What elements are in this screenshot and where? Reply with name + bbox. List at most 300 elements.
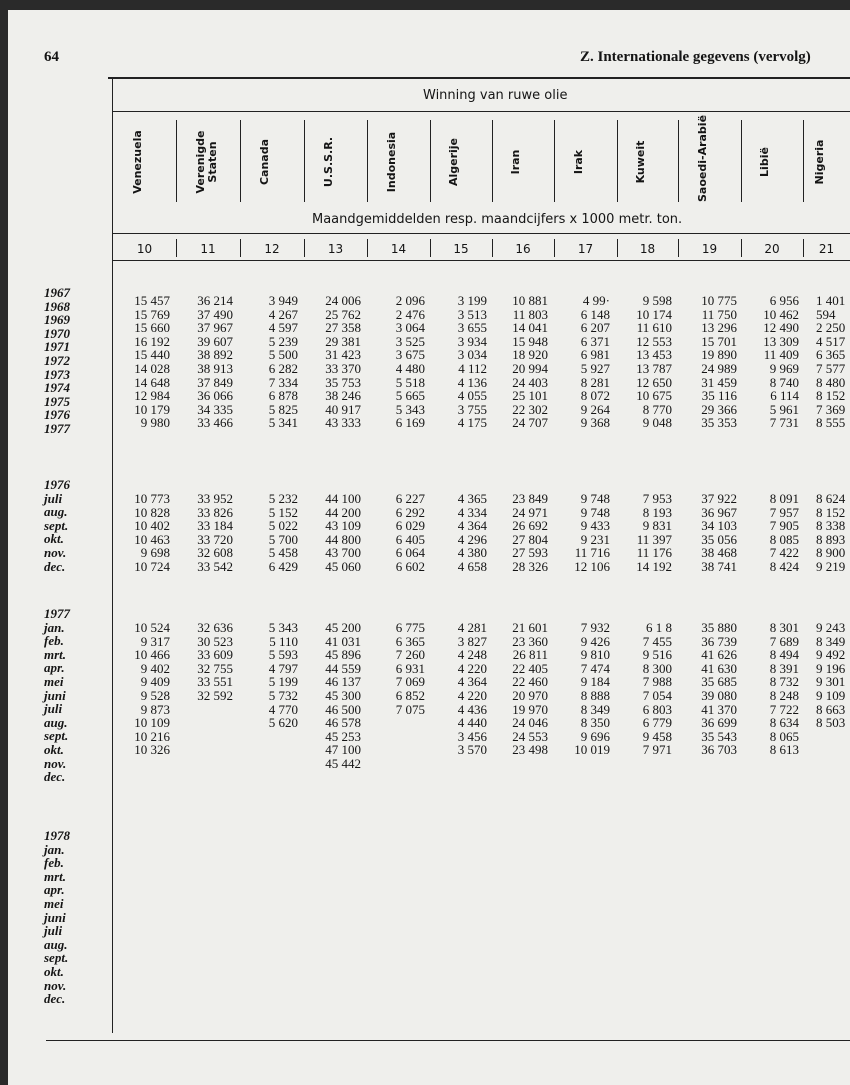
table-cell: 7 455 (642, 633, 672, 649)
table-cell: 8 349 (816, 633, 846, 649)
table-cell: 5 732 (268, 688, 298, 703)
table-cell: 11 409 (763, 347, 799, 363)
table-cell: 41 626 (701, 647, 737, 663)
table-cell: 7 905 (769, 518, 799, 534)
table-cell: 8 732 (769, 674, 799, 690)
table-cell: 4 175 (457, 415, 487, 431)
table-cell: 33 466 (197, 415, 233, 431)
column-divider (304, 239, 305, 257)
table-cell: 8 152 (816, 504, 846, 520)
table-cell: 9 433 (580, 518, 610, 534)
table-cell: 11 397 (636, 531, 672, 547)
table-cell: 31 459 (701, 374, 737, 390)
table-cell: 10 462 (763, 306, 799, 322)
table-cell: 20 970 (512, 688, 548, 703)
month-label: aug. (44, 714, 68, 730)
table-cell: 8 349 (580, 701, 610, 717)
table-cell: 37 922 (701, 491, 737, 506)
column-number: 13 (327, 242, 344, 256)
table-cell: 24 403 (512, 374, 548, 390)
column-header: Libië (758, 147, 771, 177)
table-cell: 9 873 (140, 701, 170, 717)
table-cell: 24 989 (701, 361, 737, 376)
column-divider (741, 120, 742, 202)
column-header: Iran (509, 149, 522, 175)
table-cell: 13 296 (701, 320, 737, 336)
column-header: U.S.S.R. (321, 136, 335, 188)
colnum-rule (113, 260, 850, 261)
column-header: Saoedi-Arabië (695, 114, 709, 202)
table-cell: 45 896 (325, 647, 361, 663)
table-cell: 4 436 (457, 701, 487, 717)
table-cell: 4 364 (457, 674, 487, 690)
table-cell: 4 267 (268, 306, 298, 322)
table-cell: 5 500 (268, 347, 298, 363)
table-cell: 15 457 (134, 293, 170, 308)
table-cell: 8 065 (769, 728, 799, 744)
title-rule (113, 111, 850, 112)
table-cell: 4 480 (395, 361, 425, 376)
table-cell: 16 192 (134, 333, 170, 349)
table-cell: 6 981 (580, 347, 610, 363)
month-label: dec. (44, 558, 66, 574)
table-cell: 9 402 (140, 660, 170, 676)
table-cell: 7 474 (580, 660, 610, 676)
month-label: okt. (44, 964, 64, 979)
table-cell: 41 031 (325, 633, 361, 649)
table-cell: 22 405 (512, 660, 548, 676)
table-cell: 5 022 (268, 518, 298, 534)
table-cell: 10 724 (134, 559, 170, 574)
column-header: Venezuela (130, 130, 144, 194)
table-cell: 11 610 (636, 320, 672, 336)
table-cell: 25 101 (512, 388, 548, 404)
table-cell: 13 453 (636, 347, 672, 363)
table-cell: 6 282 (268, 361, 298, 376)
table-cell: 19 890 (701, 347, 737, 363)
table-cell: 12 984 (134, 388, 170, 404)
table-cell: 10 773 (134, 491, 170, 506)
table-cell: 22 460 (512, 674, 548, 690)
table-cell: 6 064 (395, 545, 425, 561)
table-cell: 7 577 (816, 361, 846, 376)
table-cell: 33 184 (197, 518, 233, 534)
table-cell: 8 663 (816, 701, 846, 717)
table-cell: 33 609 (197, 647, 233, 663)
table-cell: 5 341 (268, 415, 298, 431)
month-label: juli (44, 490, 63, 506)
table-cell: 38 468 (701, 545, 737, 561)
table-cell: 11 750 (701, 306, 737, 322)
month-label: dec. (44, 991, 66, 1007)
year-label: 1973 (44, 366, 70, 382)
table-cell: 3 675 (395, 347, 425, 363)
table-cell: 3 655 (457, 320, 487, 336)
table-cell: 7 334 (268, 374, 298, 390)
table-cell: 8 248 (769, 688, 799, 703)
month-label: aug. (44, 936, 68, 952)
table-cell: 10 109 (134, 715, 170, 731)
column-number: 12 (264, 242, 280, 256)
table-cell: 33 370 (325, 361, 361, 376)
column-divider (304, 120, 305, 202)
page-number: 64 (44, 49, 59, 65)
table-cell: 27 358 (325, 320, 361, 336)
table-cell: 9 243 (816, 620, 846, 635)
column-number: 17 (577, 242, 594, 256)
table-cell: 33 826 (197, 504, 233, 520)
month-label: dec. (44, 769, 66, 785)
column-divider (492, 239, 493, 257)
table-cell: 3 034 (457, 347, 487, 363)
table-cell: 5 927 (580, 361, 610, 376)
table-cell: 9 810 (580, 647, 610, 663)
table-cell: 36 214 (197, 293, 233, 308)
table-cell: 8 888 (580, 688, 610, 703)
table-cell: 30 523 (197, 633, 233, 649)
table-cell: 8 613 (769, 742, 799, 758)
table-cell: 1 401 (816, 293, 846, 308)
table-cell: 6 207 (580, 320, 610, 336)
table-cell: 5 343 (395, 401, 425, 417)
table-cell: 29 381 (325, 333, 361, 349)
table-cell: 2 476 (395, 306, 425, 322)
table-cell: 9 969 (769, 361, 799, 376)
table-cell: 36 967 (701, 504, 737, 520)
month-label: okt. (44, 742, 64, 757)
table-cell: 5 961 (769, 401, 799, 417)
table-cell: 4 281 (457, 620, 487, 635)
month-label: apr. (44, 882, 65, 898)
column-divider (617, 239, 618, 257)
table-cell: 43 109 (325, 518, 361, 534)
table-cell: 5 199 (268, 674, 298, 690)
month-label: mei (44, 674, 64, 689)
table-cell: 32 755 (197, 660, 233, 676)
header-title: Z. Internationale gegevens (vervolg) (580, 49, 811, 65)
table-cell: 32 608 (197, 545, 233, 561)
table-cell: 9 426 (580, 633, 610, 649)
table-cell: 11 176 (636, 545, 672, 561)
table-cell: 29 366 (701, 401, 737, 417)
table-cell: 12 106 (574, 559, 610, 574)
table-cell: 9 184 (580, 674, 610, 690)
table-cell: 27 593 (512, 545, 548, 561)
table-cell: 44 800 (325, 531, 361, 547)
column-divider (554, 239, 555, 257)
month-label: mrt. (44, 868, 67, 884)
table-cell: 7 369 (816, 401, 846, 417)
table-cell: 9 301 (816, 674, 846, 690)
month-label: juli (44, 701, 63, 717)
column-divider (430, 120, 431, 202)
table-cell: 5 239 (268, 333, 298, 349)
table-cell: 8 391 (769, 660, 799, 676)
table-cell: 33 952 (197, 491, 233, 506)
unit-rule (113, 233, 850, 234)
column-header: Irak (571, 149, 585, 175)
year-label: 1977 (44, 421, 70, 436)
table-cell: 45 200 (325, 620, 361, 635)
year-label: 1976 (44, 407, 70, 423)
table-cell: 4 364 (457, 518, 487, 534)
table-cell: 4 517 (816, 333, 846, 349)
table-cell: 2 096 (395, 293, 425, 308)
column-number: 16 (515, 242, 531, 256)
table-cell: 15 440 (134, 347, 170, 363)
table-cell: 10 019 (574, 742, 610, 758)
table-cell: 33 720 (197, 531, 233, 547)
table-cell: 36 739 (701, 633, 737, 649)
table-cell: 4 248 (457, 647, 487, 663)
table-cell: 10 524 (134, 620, 170, 635)
table-cell: 6 371 (580, 333, 610, 349)
column-divider (741, 239, 742, 257)
table-cell: 4 220 (457, 660, 487, 676)
column-divider (492, 120, 493, 202)
table-cell: 7 422 (769, 545, 799, 561)
column-divider (176, 239, 177, 257)
column-number: 20 (764, 242, 780, 256)
month-label: nov. (44, 545, 67, 560)
table-cell: 4 658 (457, 559, 487, 574)
table-cell: 5 700 (268, 531, 298, 547)
table-cell: 5 665 (395, 388, 425, 404)
table-cell: 6 292 (395, 504, 425, 520)
column-divider (240, 120, 241, 202)
table-title: Winning van ruwe olie (423, 88, 568, 103)
table-cell: 10 179 (134, 401, 170, 417)
table-cell: 35 353 (701, 415, 737, 431)
table-cell: 34 103 (701, 518, 737, 534)
table-cell: 6 956 (769, 293, 799, 308)
bottom-rule (46, 1040, 850, 1041)
column-number: 11 (200, 242, 216, 256)
table-cell: 5 458 (268, 545, 298, 561)
month-label: juni (44, 687, 66, 703)
month-label: 1977 (44, 606, 70, 621)
table-cell: 41 630 (701, 660, 737, 676)
month-label: jan. (44, 841, 65, 857)
table-cell: 31 423 (325, 347, 361, 363)
year-label: 1969 (44, 312, 70, 328)
table-cell: 43 700 (325, 545, 361, 561)
table-cell: 5 518 (395, 374, 425, 390)
table-cell: 7 069 (395, 674, 425, 690)
table-cell: 4 112 (458, 361, 487, 376)
table-cell: 9 231 (580, 531, 610, 547)
table-cell: 9 528 (140, 688, 170, 703)
table-cell: 38 892 (197, 347, 233, 363)
column-number: 21 (818, 242, 835, 256)
table-cell: 11 803 (512, 306, 548, 322)
table-cell: 12 553 (636, 333, 672, 349)
table-cell: 5 593 (268, 647, 298, 663)
table-cell: 33 542 (197, 559, 233, 574)
column-number: 19 (701, 242, 718, 256)
table-cell: 12 490 (763, 320, 799, 336)
table-cell: 23 498 (512, 742, 548, 758)
month-label: 1978 (44, 828, 70, 843)
table-cell: 35 056 (701, 531, 737, 547)
month-label: apr. (44, 660, 65, 676)
table-cell: 10 775 (701, 293, 737, 308)
table-cell: 45 300 (325, 688, 361, 703)
table-cell: 43 333 (325, 415, 361, 431)
table-cell: 6 114 (770, 388, 799, 404)
column-divider (803, 239, 804, 257)
month-label: aug. (44, 504, 68, 520)
column-divider (617, 120, 618, 202)
table-cell: 28 326 (512, 559, 548, 574)
table-cell: 8 193 (642, 504, 672, 520)
table-cell: 35 753 (325, 374, 361, 390)
table-cell: 9 219 (816, 559, 846, 574)
column-divider (678, 239, 679, 257)
table-cell: 46 578 (325, 715, 361, 731)
table-cell: 15 660 (134, 320, 170, 336)
table-cell: 6 931 (395, 660, 425, 676)
table-cell: 3 199 (457, 293, 487, 308)
table-cell: 10 326 (134, 742, 170, 758)
table-cell: 3 456 (457, 728, 487, 744)
table-cell: 6 148 (580, 306, 610, 322)
table-cell: 8 634 (769, 715, 799, 731)
table-cell: 4 220 (457, 688, 487, 703)
table-cell: 45 442 (325, 756, 361, 771)
table-cell: 6 878 (268, 388, 298, 404)
column-number: 10 (136, 242, 153, 256)
table-cell: 36 066 (197, 388, 233, 404)
table-cell: 22 302 (512, 401, 548, 417)
table-cell: 27 804 (512, 531, 548, 547)
table-cell: 8 494 (769, 647, 799, 663)
table-cell: 7 988 (642, 674, 672, 690)
column-divider (367, 239, 368, 257)
table-cell: 7 932 (580, 620, 610, 635)
table-cell: 7 722 (769, 701, 799, 717)
month-label: mrt. (44, 646, 67, 662)
table-cell: 19 970 (512, 701, 548, 717)
table-cell: 35 543 (701, 728, 737, 744)
table-cell: 44 559 (325, 660, 361, 676)
column-divider (176, 120, 177, 202)
month-label: sept. (44, 950, 69, 966)
table-cell: 3 827 (457, 633, 487, 649)
table-cell: 4 055 (457, 388, 487, 404)
table-cell: 24 971 (512, 504, 548, 520)
table-cell: 24 553 (512, 728, 548, 744)
month-label: mei (44, 896, 64, 911)
table-cell: 6 602 (395, 559, 425, 574)
table-cell: 45 253 (325, 728, 361, 744)
column-header: Algerije (447, 137, 460, 187)
table-cell: 9 748 (580, 504, 610, 520)
table-cell: 35 880 (701, 620, 737, 635)
month-label: juli (44, 923, 63, 939)
table-cell: 24 707 (512, 415, 548, 431)
table-cell: 8 338 (816, 518, 846, 534)
table-cell: 37 490 (197, 306, 233, 322)
table-cell: 7 260 (395, 647, 425, 663)
table-cell: 10 463 (134, 531, 170, 547)
month-label: juni (44, 909, 66, 925)
table-cell: 594 (816, 306, 836, 322)
table-cell: 6 775 (395, 620, 425, 635)
column-header: Canada (258, 138, 271, 186)
table-cell: 8 770 (642, 401, 672, 417)
column-number: 15 (453, 242, 469, 256)
table-cell: 44 200 (325, 504, 361, 520)
table-cell: 9 516 (642, 647, 672, 663)
table-cell: 39 080 (701, 688, 737, 703)
month-label: nov. (44, 977, 67, 993)
table-cell: 2 250 (816, 320, 846, 336)
table-cell: 26 692 (512, 518, 548, 534)
table-cell: 9 409 (140, 674, 170, 690)
table-cell: 7 953 (642, 491, 672, 506)
column-divider (430, 239, 431, 257)
table-cell: 9 831 (642, 518, 672, 534)
year-label: 1974 (44, 380, 70, 396)
table-cell: 3 949 (268, 293, 298, 308)
table-cell: 23 360 (512, 633, 548, 649)
table-cell: 37 849 (197, 374, 233, 390)
table-cell: 9 748 (580, 491, 610, 506)
table-cell: 6 029 (395, 518, 425, 534)
table-cell: 14 041 (512, 320, 548, 336)
column-header: Verenigde Staten (194, 130, 219, 194)
table-cell: 8 480 (816, 374, 846, 390)
table-cell: 5 232 (268, 491, 298, 506)
unit-note: Maandgemiddelden resp. maandcijfers x 1000 metr. ton. (312, 212, 683, 227)
month-label: nov. (44, 755, 67, 771)
column-divider (240, 239, 241, 257)
table-cell: 3 755 (457, 401, 487, 417)
month-label: jan. (44, 619, 65, 635)
table-cell: 23 849 (512, 491, 548, 506)
table-cell: 3 064 (395, 320, 425, 336)
table-cell: 7 054 (642, 688, 672, 703)
table-cell: 6 365 (816, 347, 846, 363)
table-cell: 9 368 (580, 415, 610, 431)
table-cell: 33 551 (197, 674, 233, 690)
table-cell: 10 402 (134, 518, 170, 534)
table-cell: 9 458 (642, 728, 672, 744)
table-cell: 3 570 (457, 742, 487, 758)
table-cell: 35 116 (701, 388, 737, 404)
table-cell: 8 091 (769, 491, 799, 506)
table-cell: 3 934 (457, 333, 487, 349)
table-cell: 38 741 (701, 559, 737, 574)
table-cell: 14 648 (134, 374, 170, 390)
table-cell: 10 828 (134, 504, 170, 520)
table-cell: 39 607 (197, 333, 233, 349)
table-cell: 6 852 (395, 688, 425, 703)
month-label: 1976 (44, 477, 70, 492)
table-cell: 44 100 (325, 491, 361, 506)
month-label: feb. (44, 633, 64, 649)
table-cell: 8 281 (580, 374, 610, 390)
table-cell: 46 500 (325, 701, 361, 717)
table-cell: 38 913 (197, 361, 233, 376)
table-cell: 5 343 (268, 620, 298, 635)
table-cell: 4 597 (268, 320, 298, 336)
table-cell: 38 246 (325, 388, 361, 404)
table-cell: 9 264 (580, 401, 610, 417)
table-cell: 36 699 (701, 715, 737, 731)
table-cell: 9 980 (140, 415, 170, 431)
